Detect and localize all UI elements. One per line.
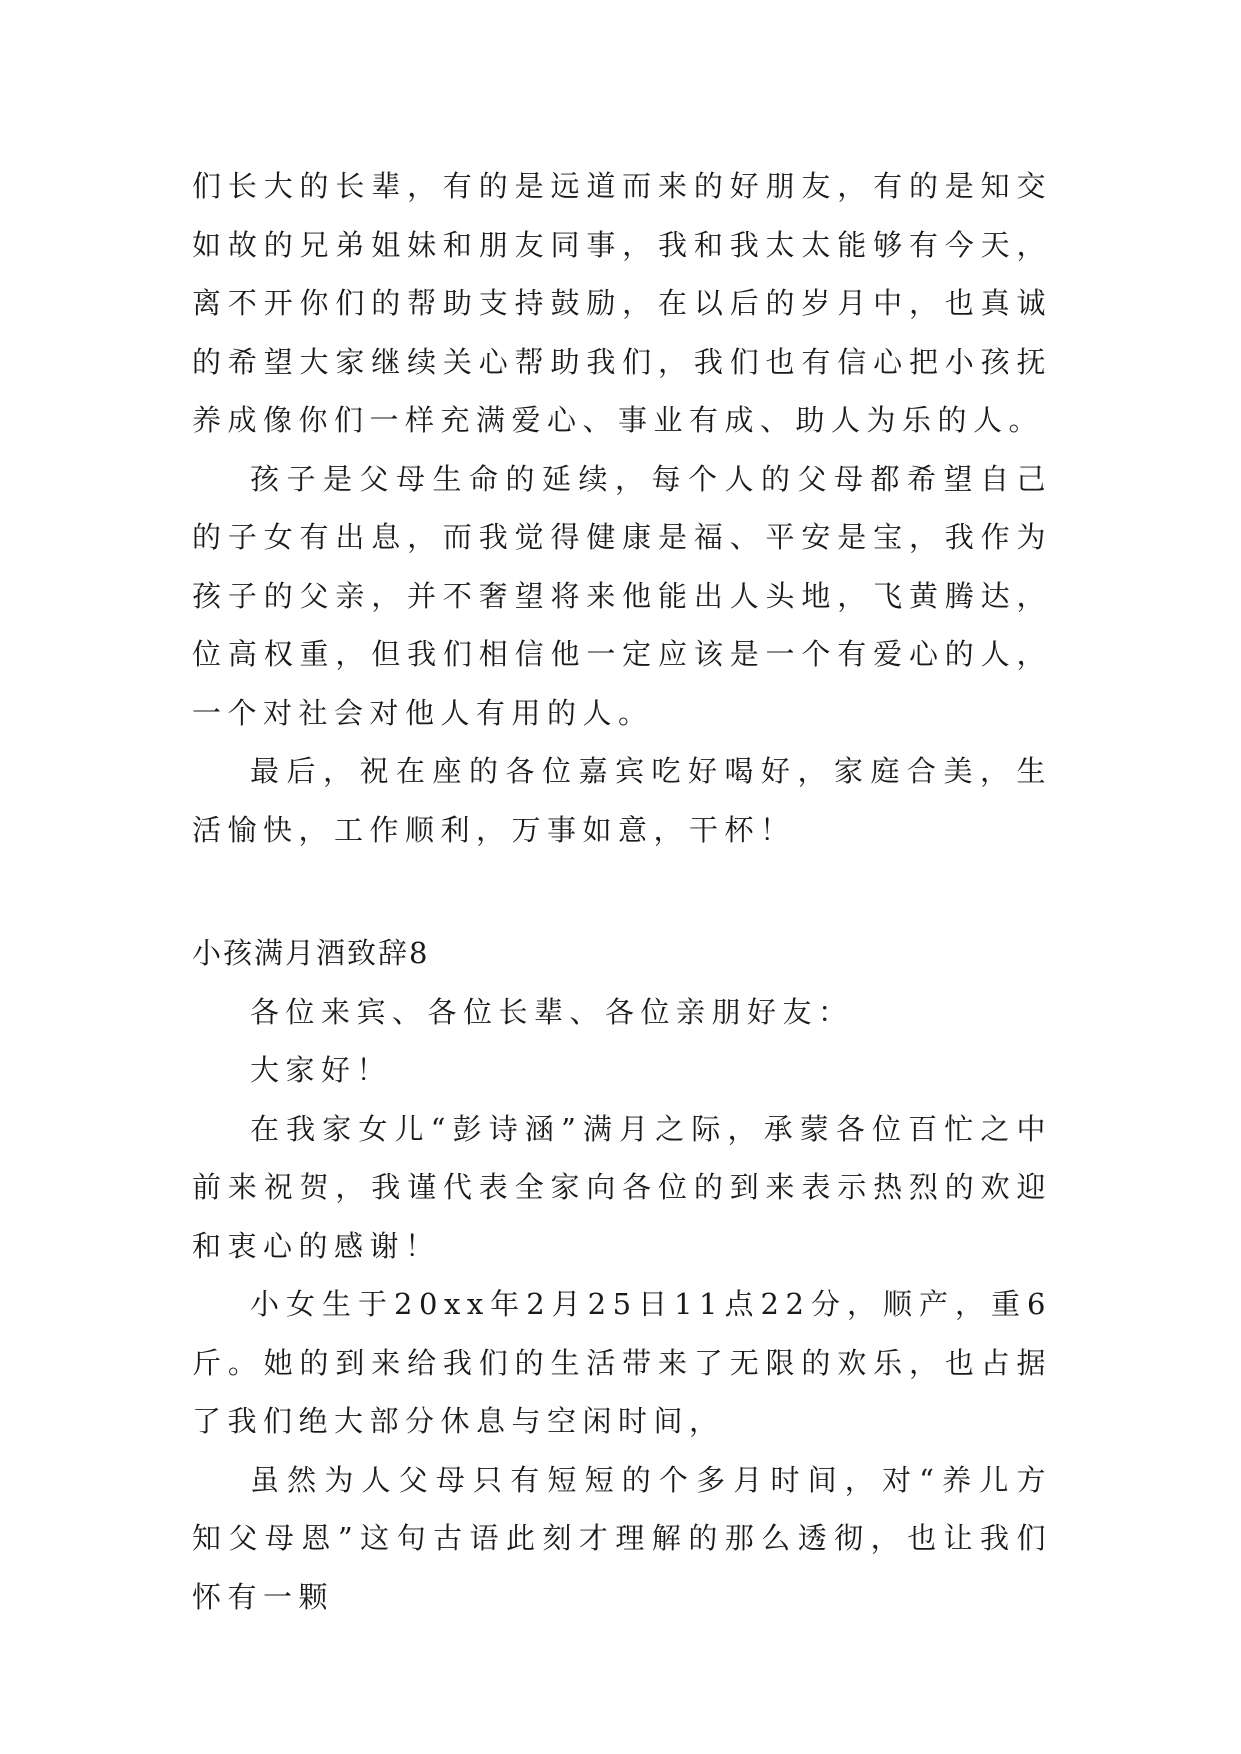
section-heading: 小孩满月酒致辞8: [192, 936, 430, 970]
speech-8: [192, 924, 1052, 1626]
paragraph-3: 最后，祝在座的各位嘉宾吃好喝好，家庭合美，生活愉快，工作顺利，万事如意，干杯！: [192, 754, 1052, 847]
speech-continuation: [192, 157, 1052, 859]
paragraph-parents: 虽然为人父母只有短短的个多月时间，对“养儿方知父母恩”这句古语此刻才理解的那么透彻，也让我们怀有一颗: [192, 1462, 1052, 1614]
salutation: 各位来宾、各位长辈、各位亲朋好友：: [250, 994, 854, 1029]
paragraph-2: 孩子是父母生命的延续，每个人的父母都希望自己的子女有出息，而我觉得健康是福、平安是宝，我作为孩子的父亲，并不奢望将来他能出人头地，飞黄腾达，位高权重，但我们相信他一定应该是一个有爱心的人，一个对社会对他人有用的人。: [192, 461, 1052, 730]
paragraph-welcome: 在我家女儿“彭诗涵”满月之际，承蒙各位百忙之中前来祝贺，我谨代表全家向各位的到来表示热烈的欢迎和衷心的感谢！: [192, 1111, 1052, 1263]
paragraph-birth: 小女生于20xx年2月25日11点22分，顺产，重6斤。她的到来给我们的生活带来了无限的欢乐，也占据了我们绝大部分休息与空闲时间，: [192, 1287, 1052, 1438]
paragraph-1: 们长大的长辈，有的是远道而来的好朋友，有的是知交如故的兄弟姐妹和朋友同事，我和我太太能够有今天，离不开你们的帮助支持鼓励，在以后的岁月中，也真诚的希望大家继续关心帮助我们，我们也有信心把小孩抚养成像你们一样充满爱心、事业有成、助人为乐的人。: [192, 169, 1052, 437]
greeting: 大家好！: [250, 1053, 393, 1087]
